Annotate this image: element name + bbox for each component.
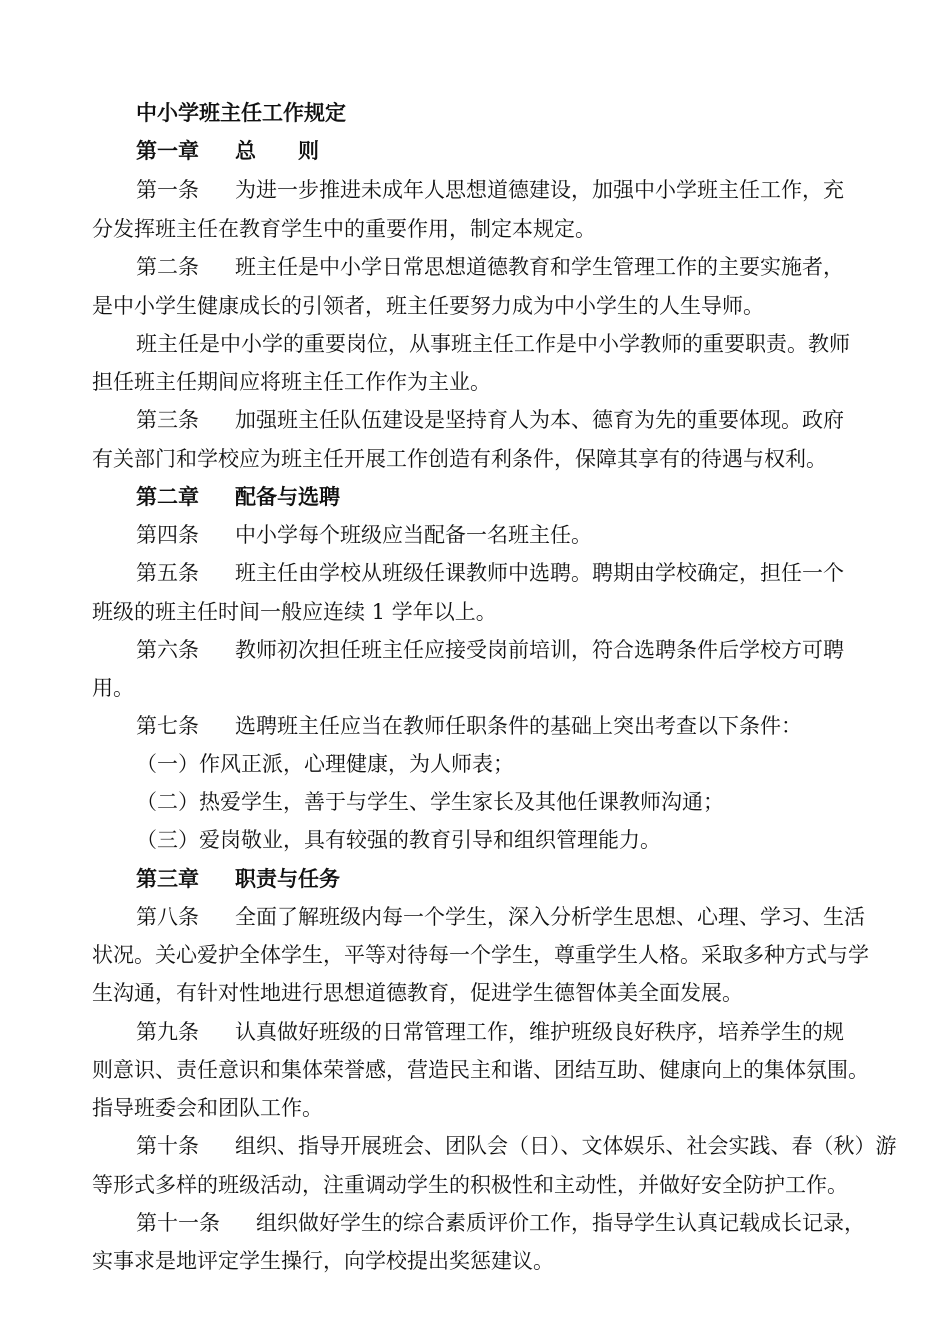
article-label: 第六条 [136,638,199,662]
article-line [136,1013,896,1051]
article-continuation: 状况。关心爱护全体学生，平等对待每一个学生，尊重学生人格。采取多种方式与学 [92,943,869,967]
article-label: 第三条 [136,408,199,432]
article-line [136,1127,896,1165]
article-text: 班主任由学校从班级任课教师中选聘。聘期由学校确定，担任一个 [235,561,844,585]
article-text: 选聘班主任应当在教师任职条件的基础上突出考查以下条件： [235,714,802,738]
list-item: （二）热爱学生，善于与学生、学生家长及其他任课教师沟通； [136,790,724,814]
list-item: （三）爱岗敬业，具有较强的教育引导和组织管理能力。 [136,828,661,852]
article-text: 组织做好学生的综合素质评价工作，指导学生认真记载成长记录， [256,1211,865,1235]
article-label: 第四条 [136,523,199,547]
chapter-name: 配备与选聘 [235,484,340,509]
chapter-label: 第二章 [136,484,199,509]
article-continuation: 有关部门和学校应为班主任开展工作创造有利条件，保障其享有的待遇与权利。 [92,447,827,471]
article-continuation: 生沟通，有针对性地进行思想道德教育，促进学生德智体美全面发展。 [92,981,743,1005]
article-text: 认真做好班级的日常管理工作，维护班级良好秩序，培养学生的规 [235,1020,844,1044]
chapter-heading [136,478,896,516]
article-label: 第五条 [136,561,199,585]
article-label: 第二条 [136,255,199,279]
article-continuation: 则意识、责任意识和集体荣誉感，营造民主和谐、团结互助、健康向上的集体氛围。 [92,1058,869,1082]
article-text: 教师初次担任班主任应接受岗前培训，符合选聘条件后学校方可聘 [235,638,844,662]
article-line [136,554,896,592]
chapter-label: 第三章 [136,866,199,891]
article-line [136,171,896,209]
chapter-label: 第一章 [136,138,199,163]
article-text: 为进一步推进未成年人思想道德建设，加强中小学班主任工作，充 [235,178,844,202]
article-continuation: 分发挥班主任在教育学生中的重要作用，制定本规定。 [92,217,596,241]
article-continuation: 是中小学生健康成长的引领者，班主任要努力成为中小学生的人生导师。 [92,294,764,318]
article-continuation: 实事求是地评定学生操行，向学校提出奖惩建议。 [92,1249,554,1273]
article-text: 全面了解班级内每一个学生，深入分析学生思想、心理、学习、生活 [235,905,865,929]
article-line [136,248,896,286]
article-text: 组织、指导开展班会、团队会（日）、文体娱乐、社会实践、春（秋）游 [235,1134,897,1158]
article-line [136,631,896,669]
article-continuation: 等形式多样的班级活动，注重调动学生的积极性和主动性，并做好安全防护工作。 [92,1173,848,1197]
chapter-heading [136,860,896,898]
article-line [136,898,896,936]
article-line [136,707,896,745]
article-text: 班主任是中小学日常思想道德教育和学生管理工作的主要实施者， [235,255,844,279]
article-continuation: 指导班委会和团队工作。 [92,1096,323,1120]
paragraph-continuation: 担任班主任期间应将班主任工作作为主业。 [92,370,491,394]
chapter-heading [136,132,896,170]
article-label: 第九条 [136,1020,199,1044]
article-label: 第一条 [136,178,199,202]
paragraph-line: 班主任是中小学的重要岗位，从事班主任工作是中小学教师的重要职责。教师 [136,332,850,356]
article-label: 第十条 [136,1134,199,1158]
article-continuation: 班级的班主任时间一般应连续 1 学年以上。 [92,600,497,624]
article-text: 加强班主任队伍建设是坚持育人为本、德育为先的重要体现。政府 [235,408,844,432]
chapter-name: 总 则 [235,138,319,163]
document-title: 中小学班主任工作规定 [136,100,346,125]
article-continuation: 用。 [92,676,134,700]
article-label: 第十一条 [136,1211,220,1235]
article-label: 第八条 [136,905,199,929]
article-line [136,516,896,554]
article-line [136,401,896,439]
article-line [136,1204,896,1242]
article-text: 中小学每个班级应当配备一名班主任。 [235,523,592,547]
chapter-name: 职责与任务 [235,866,340,891]
list-item: （一）作风正派，心理健康，为人师表； [136,752,514,776]
article-label: 第七条 [136,714,199,738]
